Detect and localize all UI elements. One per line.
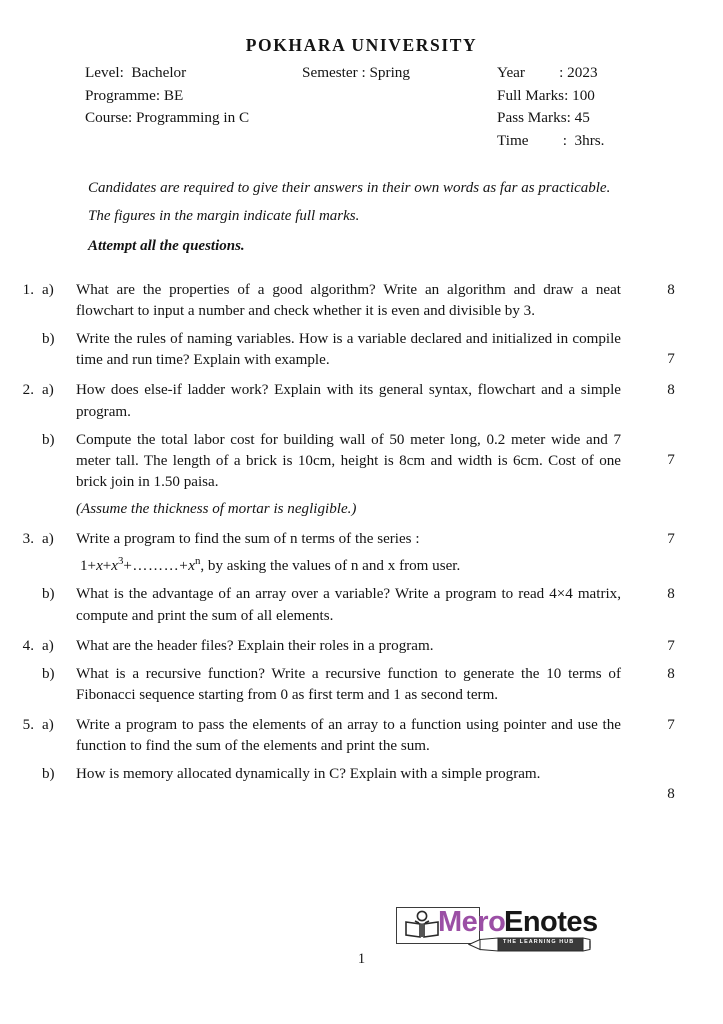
question-number: 2.: [22, 382, 34, 399]
logo-enotes-text: Enotes: [504, 906, 598, 938]
question-text: How is memory allocated dynamically in C? Explain with a simple program.: [76, 766, 541, 783]
question-number: 3.: [22, 531, 34, 548]
formula-variable-x3: x: [188, 558, 195, 575]
header-level: Level: Bachelor: [85, 64, 187, 82]
question-text-wrapper: [76, 430, 631, 521]
question-part: [0, 430, 703, 521]
question-text: What are the properties of a good algorithm? Write an algorithm and draw a neat flowchart to input a number and check whether it is even and divisible by 3.: [76, 281, 621, 320]
question-marks: 8: [667, 786, 675, 803]
question-text: Compute the total labor cost for building wall of 50 meter long, 0.2 meter wide and 7 meter tall. The length of a brick is 10cm, height is 8cm and width is 6cm. Cost of one brick join in 1.50 paisa.: [76, 431, 621, 490]
question-part-letter: b): [42, 665, 55, 682]
question-part: [0, 329, 703, 371]
exam-header: [0, 62, 723, 154]
question-part: [0, 636, 703, 657]
meroenotes-logo: [396, 904, 596, 956]
instruction-attempt-all: Attempt all the questions.: [88, 238, 245, 255]
instruction-figures: The figures in the margin indicate full marks.: [88, 208, 360, 225]
question-group: [0, 380, 703, 520]
question-group: [0, 529, 703, 627]
question-marks: 8: [667, 382, 675, 399]
question-text: Write the rules of naming variables. How is a variable declared and initialized in compile time and run time? Explain with example.: [76, 331, 621, 369]
question-part: [0, 715, 703, 757]
question-marks: 8: [667, 586, 675, 603]
question-marks: 8: [667, 281, 675, 298]
question-group: [0, 280, 703, 372]
question-number: 4.: [22, 637, 34, 654]
question-marks: 8: [667, 665, 675, 682]
question-part: [0, 280, 703, 322]
question-text: What is the advantage of an array over a variable? Write a program to read 4×4 matrix, compute and print the sum of all elements.: [76, 586, 621, 624]
question-text: What are the header files? Explain their roles in a program.: [76, 637, 434, 654]
header-time: Time : 3hrs.: [497, 131, 605, 149]
question-text: Write a program to find the sum of n terms of the series :: [76, 531, 420, 548]
formula-plus: +: [102, 558, 112, 575]
question-marks: 7: [667, 717, 675, 734]
question-marks: 7: [667, 637, 675, 654]
question-part-letter: a): [42, 382, 54, 399]
question-part-letter: a): [42, 717, 54, 734]
page-number: 1: [357, 951, 366, 967]
instructions-block: [0, 178, 723, 258]
formula-variable-x2: x: [111, 558, 118, 575]
formula-ellipsis: +………+: [123, 558, 189, 575]
header-right-column: [497, 62, 697, 152]
formula-variable-x1: x: [96, 558, 103, 575]
question-marks: 7: [667, 451, 675, 468]
header-programme: Programme: BE: [85, 86, 184, 104]
header-left-column: [85, 62, 315, 130]
question-part-letter: a): [42, 531, 54, 548]
question-text: How does else-if ladder work? Explain with its general syntax, flowchart and a simple program.: [76, 382, 621, 420]
series-formula: [76, 556, 621, 577]
question-group: [0, 636, 703, 706]
formula-suffix: , by asking the values of n and x from user.: [200, 558, 461, 575]
header-semester: Semester : Spring: [302, 64, 410, 82]
header-pass-marks: Pass Marks: 45: [497, 109, 590, 127]
formula-exponent-3: 3: [117, 555, 124, 568]
header-course: Course: Programming in C: [85, 109, 250, 127]
logo-tagline: THE LEARNING HUB: [503, 939, 575, 945]
instruction-candidates: Candidates are required to give their answers in their own words as far as practicable.: [88, 180, 611, 197]
header-middle-column: [302, 62, 492, 85]
question-part: [0, 529, 703, 577]
question-part: [0, 664, 703, 706]
question-part-letter: b): [42, 586, 55, 603]
question-part-letter: a): [42, 281, 54, 298]
page-title: POKHARA UNIVERSITY: [245, 35, 478, 55]
question-part-letter: b): [42, 766, 55, 783]
question-part-letter: b): [42, 331, 55, 348]
open-book-icon: [403, 910, 441, 940]
question-part: [0, 764, 703, 803]
question-marks: 7: [667, 531, 675, 548]
header-year: Year : 2023: [497, 64, 598, 82]
question-part: [0, 380, 703, 422]
question-text: Write a program to pass the elements of an array to a function using pointer and use the function to find the sum of the elements and print the sum.: [76, 717, 621, 755]
question-part-letter: a): [42, 637, 54, 654]
formula-prefix: 1+: [80, 558, 97, 575]
question-number: 1.: [22, 281, 34, 298]
logo-mero-text: Mero: [438, 906, 506, 938]
header-full-marks: Full Marks: 100: [497, 86, 595, 104]
questions-list: [0, 280, 723, 803]
formula-exponent-n: n: [194, 555, 201, 568]
question-part: [0, 584, 703, 626]
question-note: (Assume the thickness of mortar is negligible.): [76, 501, 357, 518]
question-marks: 7: [667, 351, 675, 368]
question-group: [0, 715, 703, 803]
question-part-letter: b): [42, 431, 55, 448]
question-number: 5.: [22, 717, 34, 734]
question-text-wrapper: [76, 529, 631, 577]
question-text: What is a recursive function? Write a recursive function to generate the 10 terms of Fibonacci sequence starting from 0 as first term and 1 as second term.: [76, 665, 621, 703]
